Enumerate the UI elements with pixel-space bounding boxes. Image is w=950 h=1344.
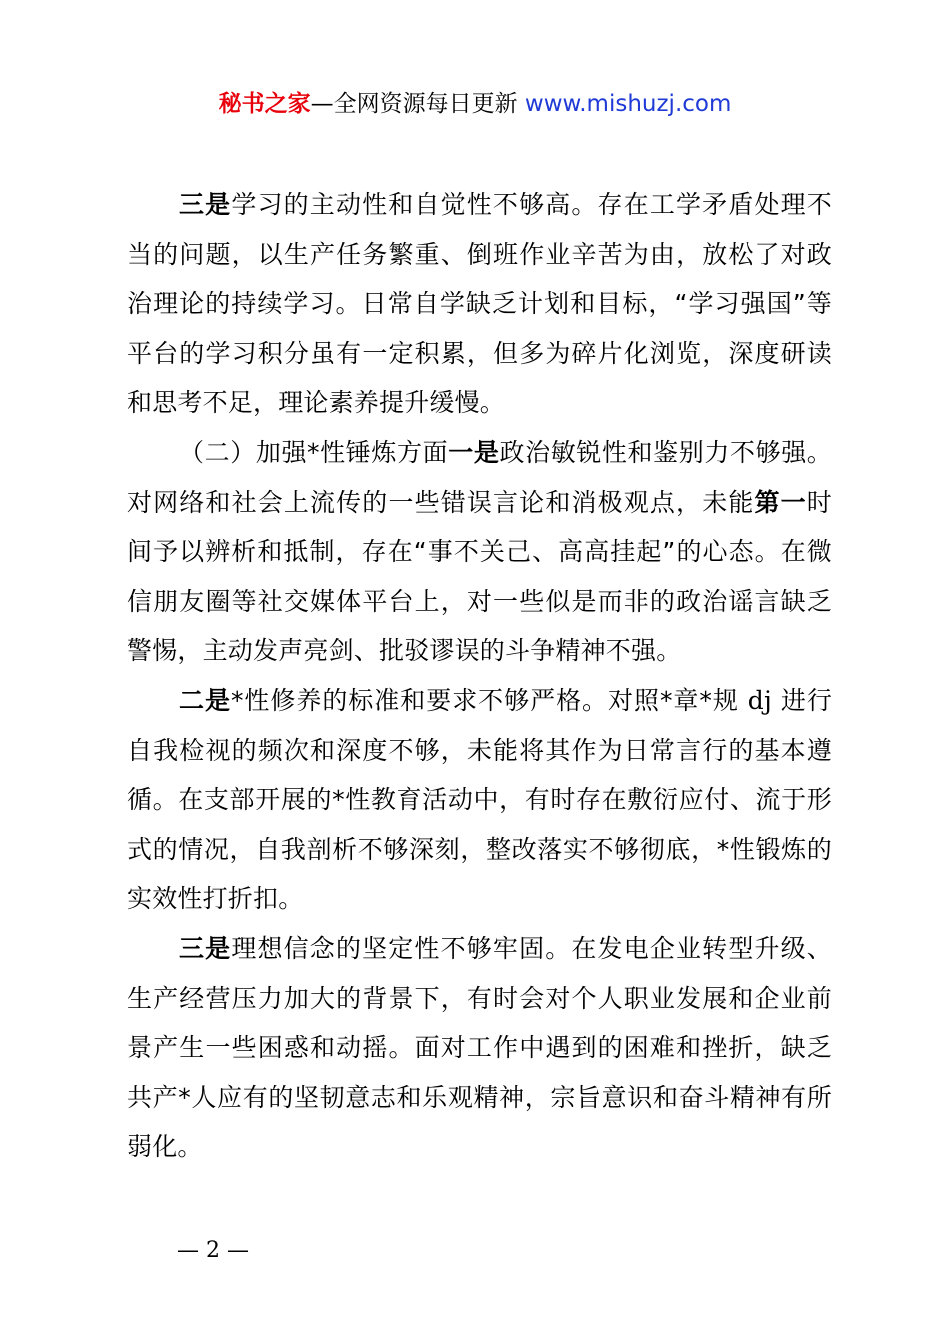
- paragraph-2: [127, 428, 832, 676]
- paragraph-4: [127, 924, 832, 1172]
- paragraph-lead: 三是: [179, 933, 232, 963]
- header-tagline: —全网资源每日更新: [310, 91, 525, 117]
- paragraph-text: *性修养的标准和要求不够严格。对照*章*规: [230, 685, 739, 715]
- paragraph-3: [127, 676, 832, 924]
- paragraph-text: 时间予以辨析和抵制，存在“事不关己、高高挂起”的心态。在微信朋友圈等社交媒体平台上，对一些似是而非的政治谣言缺乏警惕，主动发声亮剑、批驳谬误的斗争精神不强。: [127, 487, 832, 666]
- paragraph-text: 政治敏锐性和鉴别力不够强。对网络和社会上流传的一些错误言论和消极观点，未能: [127, 437, 833, 517]
- paragraph-text: 理想信念的坚定性不够牢固。在发电企业转型升级、生产经营压力加大的背景下，有时会对个人职业发展和企业前景产生一些困惑和动摇。面对工作中遇到的困难和挫折，缺乏共产*人应有的坚韧意志和乐观精神，宗旨意识和奋斗精神有所弱化。: [127, 933, 832, 1162]
- paragraph-1: [127, 180, 832, 428]
- page-header: [0, 88, 950, 120]
- paragraph-text: 进行自我检视的频次和深度不够，未能将其作为日常言行的基本遵循。在支部开展的*性教育活动中，有时存在敷衍应付、流于形式的情况，自我剖析不够深刻，整改落实不够彻底，*性锻炼的实效性打折扣。: [127, 685, 833, 914]
- paragraph-lead: 三是: [179, 190, 232, 219]
- paragraph-lead: 一是: [448, 437, 500, 467]
- document-body: [127, 180, 832, 1172]
- paragraph-bold-inline: 第一: [754, 487, 807, 517]
- section-heading: （二）加强*性锤炼方面: [179, 437, 449, 467]
- paragraph-lead: 二是: [179, 685, 231, 715]
- paragraph-text: 学习的主动性和自觉性不够高。存在工学矛盾处理不当的问题，以生产任务繁重、倒班作业辛苦为由，放松了对政治理论的持续学习。日常自学缺乏计划和目标，“学习强国”等平台的学习积分虽有一定积累，但多为碎片化浏览，深度研读和思考不足，理论素养提升缓慢。: [127, 190, 832, 418]
- header-url-link[interactable]: www.mishuzj.com: [524, 91, 732, 117]
- header-brand: 秘书之家: [218, 91, 311, 117]
- paragraph-latin: dj: [738, 685, 781, 715]
- page-number: — 2 —: [177, 1238, 249, 1263]
